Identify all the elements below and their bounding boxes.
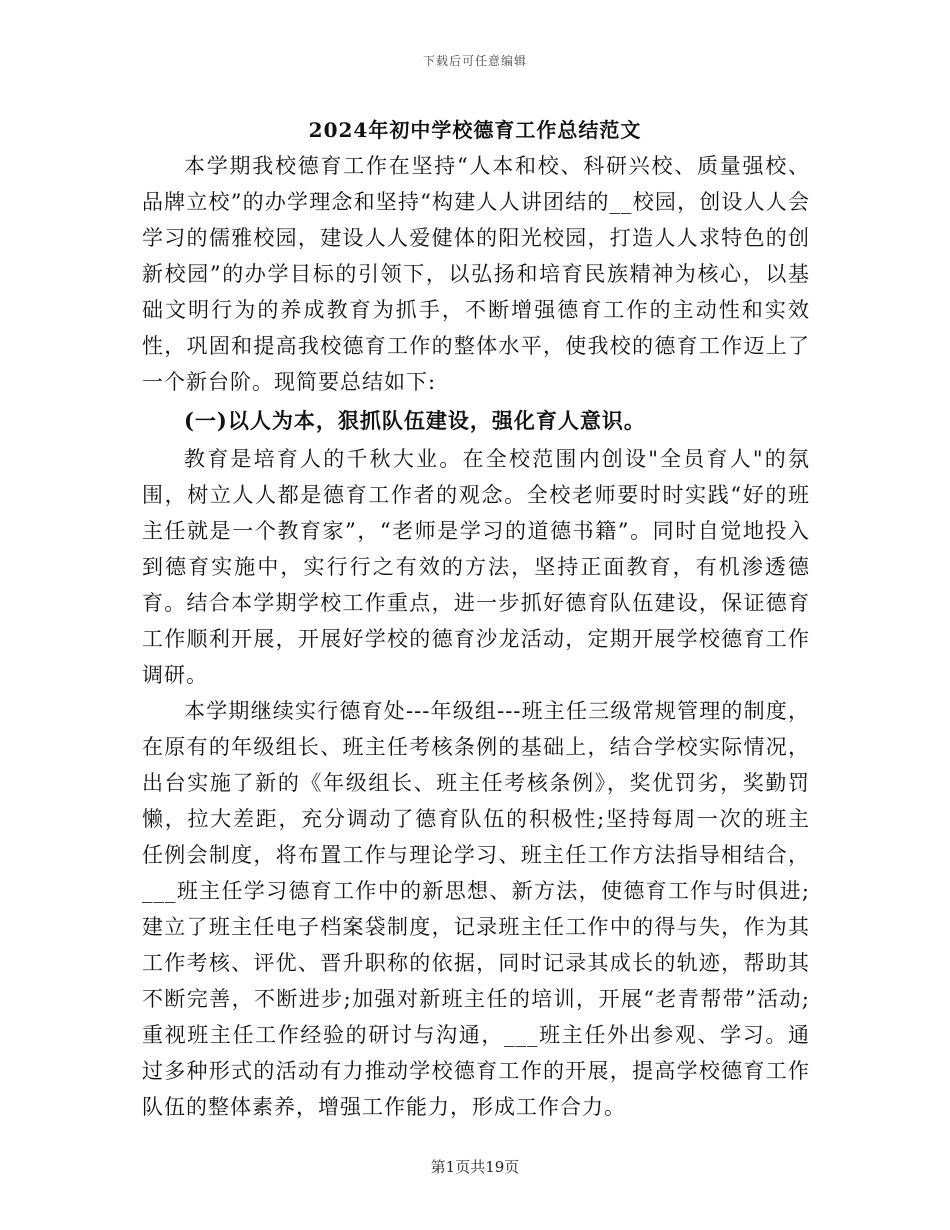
section-heading: (一)以人为本，狠抓队伍建设，强化育人意识。 (184, 408, 646, 433)
intro-paragraph: 本学期我校德育工作在坚持“人本和校、科研兴校、质量强校、品牌立校”的办学理念和坚持“构建人人讲团结的__校园，创设人人会学习的儒雅校园，建设人人爱健体的阳光校园，打造人人求特色的创新校园”的办学目标的引领下，以弘扬和培育民族精神为核心，以基础文明行为的养成教育为抓手，不断增强德育工作的主动性和实效性，巩固和提高我校德育工作的整体水平，使我校的德育工作迈上了一个新台阶。现简要总结如下: (142, 154, 810, 394)
body-paragraph: 本学期继续实行德育处---年级组---班主任三级常规管理的制度，在原有的年级组长、班主任考核条例的基础上，结合学校实际情况，出台实施了新的《年级组长、班主任考核条例》，奖优罚劣，奖勤罚懒，拉大差距，充分调动了德育队伍的积极性;坚持每周一次的班主任例会制度，将布置工作与理论学习、班主任工作方法指导相结合，___班主任学习德育工作中的新思想、新方法，使德育工作与时俱进;建立了班主任电子档案袋制度，记录班主任工作中的得与失，作为其工作考核、评优、晋升职称的依据，同时记录其成长的轨迹，帮助其不断完善，不断进步;加强对新班主任的培训，开展“老青帮带”活动;重视班主任工作经验的研讨与沟通，___班主任外出参观、学习。通过多种形式的活动有力推动学校德育工作的开展，提高学校德育工作队伍的整体素养，增强工作能力，形成工作合力。 (142, 699, 810, 1119)
page-number: 第1页共19页 (430, 1158, 520, 1176)
body-paragraph: 教育是培育人的千秋大业。在全校范围内创设"全员育人"的氛围，树立人人都是德育工作者的观念。全校老师要时时实践“好的班主任就是一个教育家”，“老师是学习的道德书籍”。同时自觉地投入到德育实施中，实行行之有效的方法，坚持正面教育，有机渗透德育。结合本学期学校工作重点，进一步抓好德育队伍建设，保证德育工作顺利开展，开展好学校的德育沙龙活动，定期开展学校德育工作调研。 (142, 447, 810, 687)
document-title: 2024年初中学校德育工作总结范文 (308, 118, 642, 142)
header-note: 下载后可任意编辑 (422, 54, 527, 68)
document-body (142, 148, 810, 1125)
